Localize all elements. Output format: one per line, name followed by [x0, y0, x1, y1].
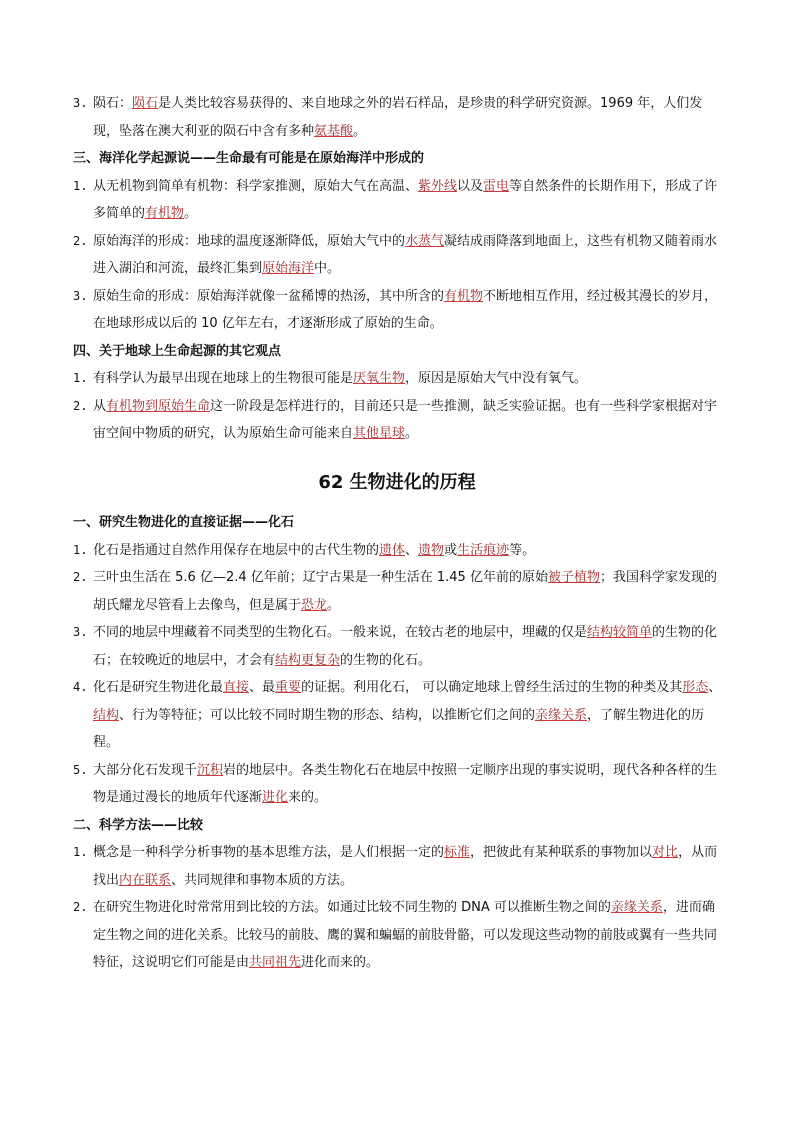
item-text: 、 — [405, 542, 419, 558]
key-term: 沉积 — [197, 762, 224, 778]
list-item — [73, 674, 723, 757]
list-item — [73, 228, 723, 283]
item-text: 的生物的化石。 — [340, 652, 432, 668]
item-text: ，进而确定生物之间的进化关系。比较马的前肢、鹰的翼和蝙蝠的前肢骨骼，可以发现这些动物的前肢或翼有一些共同特征，这说明它们可能是由 — [93, 900, 718, 970]
item-text: 、共同规律和事物本质的方法。 — [171, 872, 354, 888]
item-number: 1. — [73, 845, 88, 859]
item-text: 的证据。利用化石， 可以确定地球上曾经生活过的生物的种类及其 — [301, 680, 683, 695]
key-term: 其他星球 — [353, 426, 406, 441]
item-text: 从 — [93, 398, 107, 414]
item-number: 1. — [73, 542, 88, 557]
item-text: 。 — [353, 123, 367, 139]
item-text: 不同的地层中埋藏着不同类型的生物化石。一般来说，在较古老的地层中，埋藏的仅是 — [93, 625, 588, 640]
key-term: 陨石 — [132, 96, 159, 111]
item-number: 4. — [73, 680, 88, 694]
item-text: 。 — [184, 206, 198, 221]
section-heading: 四、关于地球上生命起源的其它观点 — [73, 343, 282, 359]
section-heading: 三、海洋化学起源说——生命最有可能是在原始海洋中形成的 — [73, 151, 425, 166]
item-text: 从无机物到简单有机物：科学家推测，原始大气在高温、 — [93, 178, 419, 194]
item-text: 原始海洋的形成：地球的温度逐渐降低，原始大气中的 — [93, 233, 406, 249]
item-text: 是人类比较容易获得的、来自地球之外的岩石样品，是珍贵的科学研究资源。1969 年，人们发现，坠落在澳大利亚的陨石中含有多种 — [93, 96, 703, 139]
list-item — [73, 90, 723, 145]
item-text: 中。 — [314, 261, 341, 276]
key-term: 有机物到原始生命 — [106, 398, 211, 414]
key-term: 重要 — [275, 680, 302, 695]
list-item — [73, 365, 723, 393]
item-number: 3. — [73, 288, 88, 303]
item-number: 3. — [73, 625, 88, 639]
key-term: 被子植物 — [547, 570, 600, 585]
item-text: 、 — [708, 680, 722, 695]
key-term: 遗物 — [418, 542, 445, 558]
key-term: 结构较简单 — [587, 625, 653, 640]
key-term: 内在联系 — [119, 872, 172, 888]
item-text: 或 — [444, 542, 458, 558]
key-term: 对比 — [652, 845, 679, 860]
key-term: 亲缘关系 — [610, 900, 663, 915]
item-text: 、行为等特征；可以比较不同时期生物的形态、结构，以推断它们之间的 — [119, 707, 536, 723]
key-term: 原始海洋 — [262, 261, 315, 276]
item-text: ，从而找出 — [93, 845, 718, 888]
section-heading: 二、科学方法——比较 — [73, 817, 204, 833]
evolution-notes — [73, 509, 723, 977]
item-number: 2. — [73, 233, 88, 248]
item-number: 1. — [73, 178, 88, 193]
item-text: ；我国科学家发现的胡氏耀龙尽管看上去像鸟，但是属于 — [93, 570, 717, 613]
list-item — [73, 537, 723, 565]
item-text: 原始生命的形成：原始海洋就像一盆稀博的热汤，其中所含的 — [93, 288, 445, 304]
item-text: 化石是研究生物进化最 — [93, 680, 224, 695]
item-text: 不断地相互作用，经过极其漫长的岁月，在地球形成以后的 10 亿年左右，才逐渐形成了原始的生命。 — [93, 288, 718, 331]
key-term: 标准 — [444, 845, 471, 860]
key-term: 厌氧生物 — [353, 371, 406, 386]
section-heading: 一、研究生物进化的直接证据——化石 — [73, 515, 295, 530]
item-number: 5. — [73, 762, 88, 777]
list-item — [73, 757, 723, 812]
key-term: 进化 — [262, 790, 289, 805]
item-text: 进化而来的。 — [301, 955, 380, 970]
item-text: 三叶虫生活在 5.6 亿—2.4 亿年前；辽宁古果是一种生活在 1.45 亿年前的原始 — [93, 570, 548, 585]
section-title: 62 生物进化的历程 — [318, 472, 476, 493]
list-item — [73, 173, 723, 228]
item-text: 化石是指通过自然作用保存在地层中的古代生物的 — [93, 542, 380, 558]
key-term: 紫外线 — [418, 178, 458, 194]
item-text: 、最 — [249, 680, 276, 695]
item-text: ，了解生物进化的历程。 — [93, 707, 705, 750]
key-term: 生活痕迹 — [457, 542, 510, 558]
key-term: 直接 — [223, 680, 250, 695]
item-text: 大部分化石发现千 — [93, 762, 198, 778]
key-term: 结构 — [93, 707, 120, 723]
item-text: ，原因是原始大气中没有氧气。 — [405, 371, 588, 386]
list-item — [73, 283, 723, 338]
item-text: 来的。 — [288, 790, 328, 805]
item-text: 陨石： — [93, 96, 133, 111]
item-number: 1. — [73, 371, 88, 385]
key-term: 遗体 — [379, 542, 406, 558]
item-text: 。 — [405, 426, 419, 441]
key-term: 有机物 — [444, 288, 484, 304]
key-term: 形态 — [682, 680, 709, 695]
key-term: 水蒸气 — [405, 233, 445, 249]
key-term: 有机物 — [145, 206, 185, 221]
key-term: 氨基酸 — [314, 123, 354, 139]
item-text: 的生物的化石；在较晚近的地层中，才会有 — [93, 625, 718, 668]
key-term: 共同祖先 — [249, 955, 302, 970]
item-text: 岩的地层中。各类生物化石在地层中按照一定顺序出现的事实说明，现代各种各样的生物是通过漫长的地质年代逐渐 — [93, 762, 718, 805]
item-text: 这一阶段是怎样进行的，目前还只是一些推测，缺乏实验证据。也有一些科学家根据对宇宙空间中物质的研究，认为原始生命可能来自 — [93, 398, 718, 441]
item-number: 2. — [73, 900, 88, 914]
key-term: 结构更复杂 — [275, 652, 341, 668]
key-term: 亲缘关系 — [535, 707, 588, 723]
key-term: 雷电 — [483, 178, 510, 194]
key-term: 恐龙 — [301, 597, 328, 613]
item-number: 3. — [73, 96, 88, 110]
list-item — [73, 839, 723, 894]
item-text: 。 — [327, 597, 341, 613]
list-item — [73, 894, 723, 977]
origin-of-life-notes — [73, 90, 723, 448]
item-text: 在研究生物进化时常常用到比较的方法。如通过比较不同生物的 DNA 可以推断生物之间的 — [93, 900, 611, 915]
list-item — [73, 393, 723, 448]
list-item — [73, 619, 723, 674]
item-text: 凝结成雨降落到地面上，这些有机物又随着雨水进入湖泊和河流，最终汇集到 — [93, 233, 718, 276]
list-item — [73, 564, 723, 619]
item-number: 2. — [73, 570, 88, 584]
item-number: 2. — [73, 398, 88, 413]
item-text: 概念是一种科学分析事物的基本思维方法，是人们根据一定的 — [93, 845, 445, 860]
item-text: 有科学认为最早出现在地球上的生物很可能是 — [93, 371, 354, 386]
item-text: 等自然条件的长期作用下，形成了许多简单的 — [93, 178, 718, 221]
item-text: ，把彼此有某种联系的事物加以 — [470, 845, 653, 860]
item-text: 以及 — [457, 178, 484, 194]
item-text: 等。 — [509, 542, 536, 558]
